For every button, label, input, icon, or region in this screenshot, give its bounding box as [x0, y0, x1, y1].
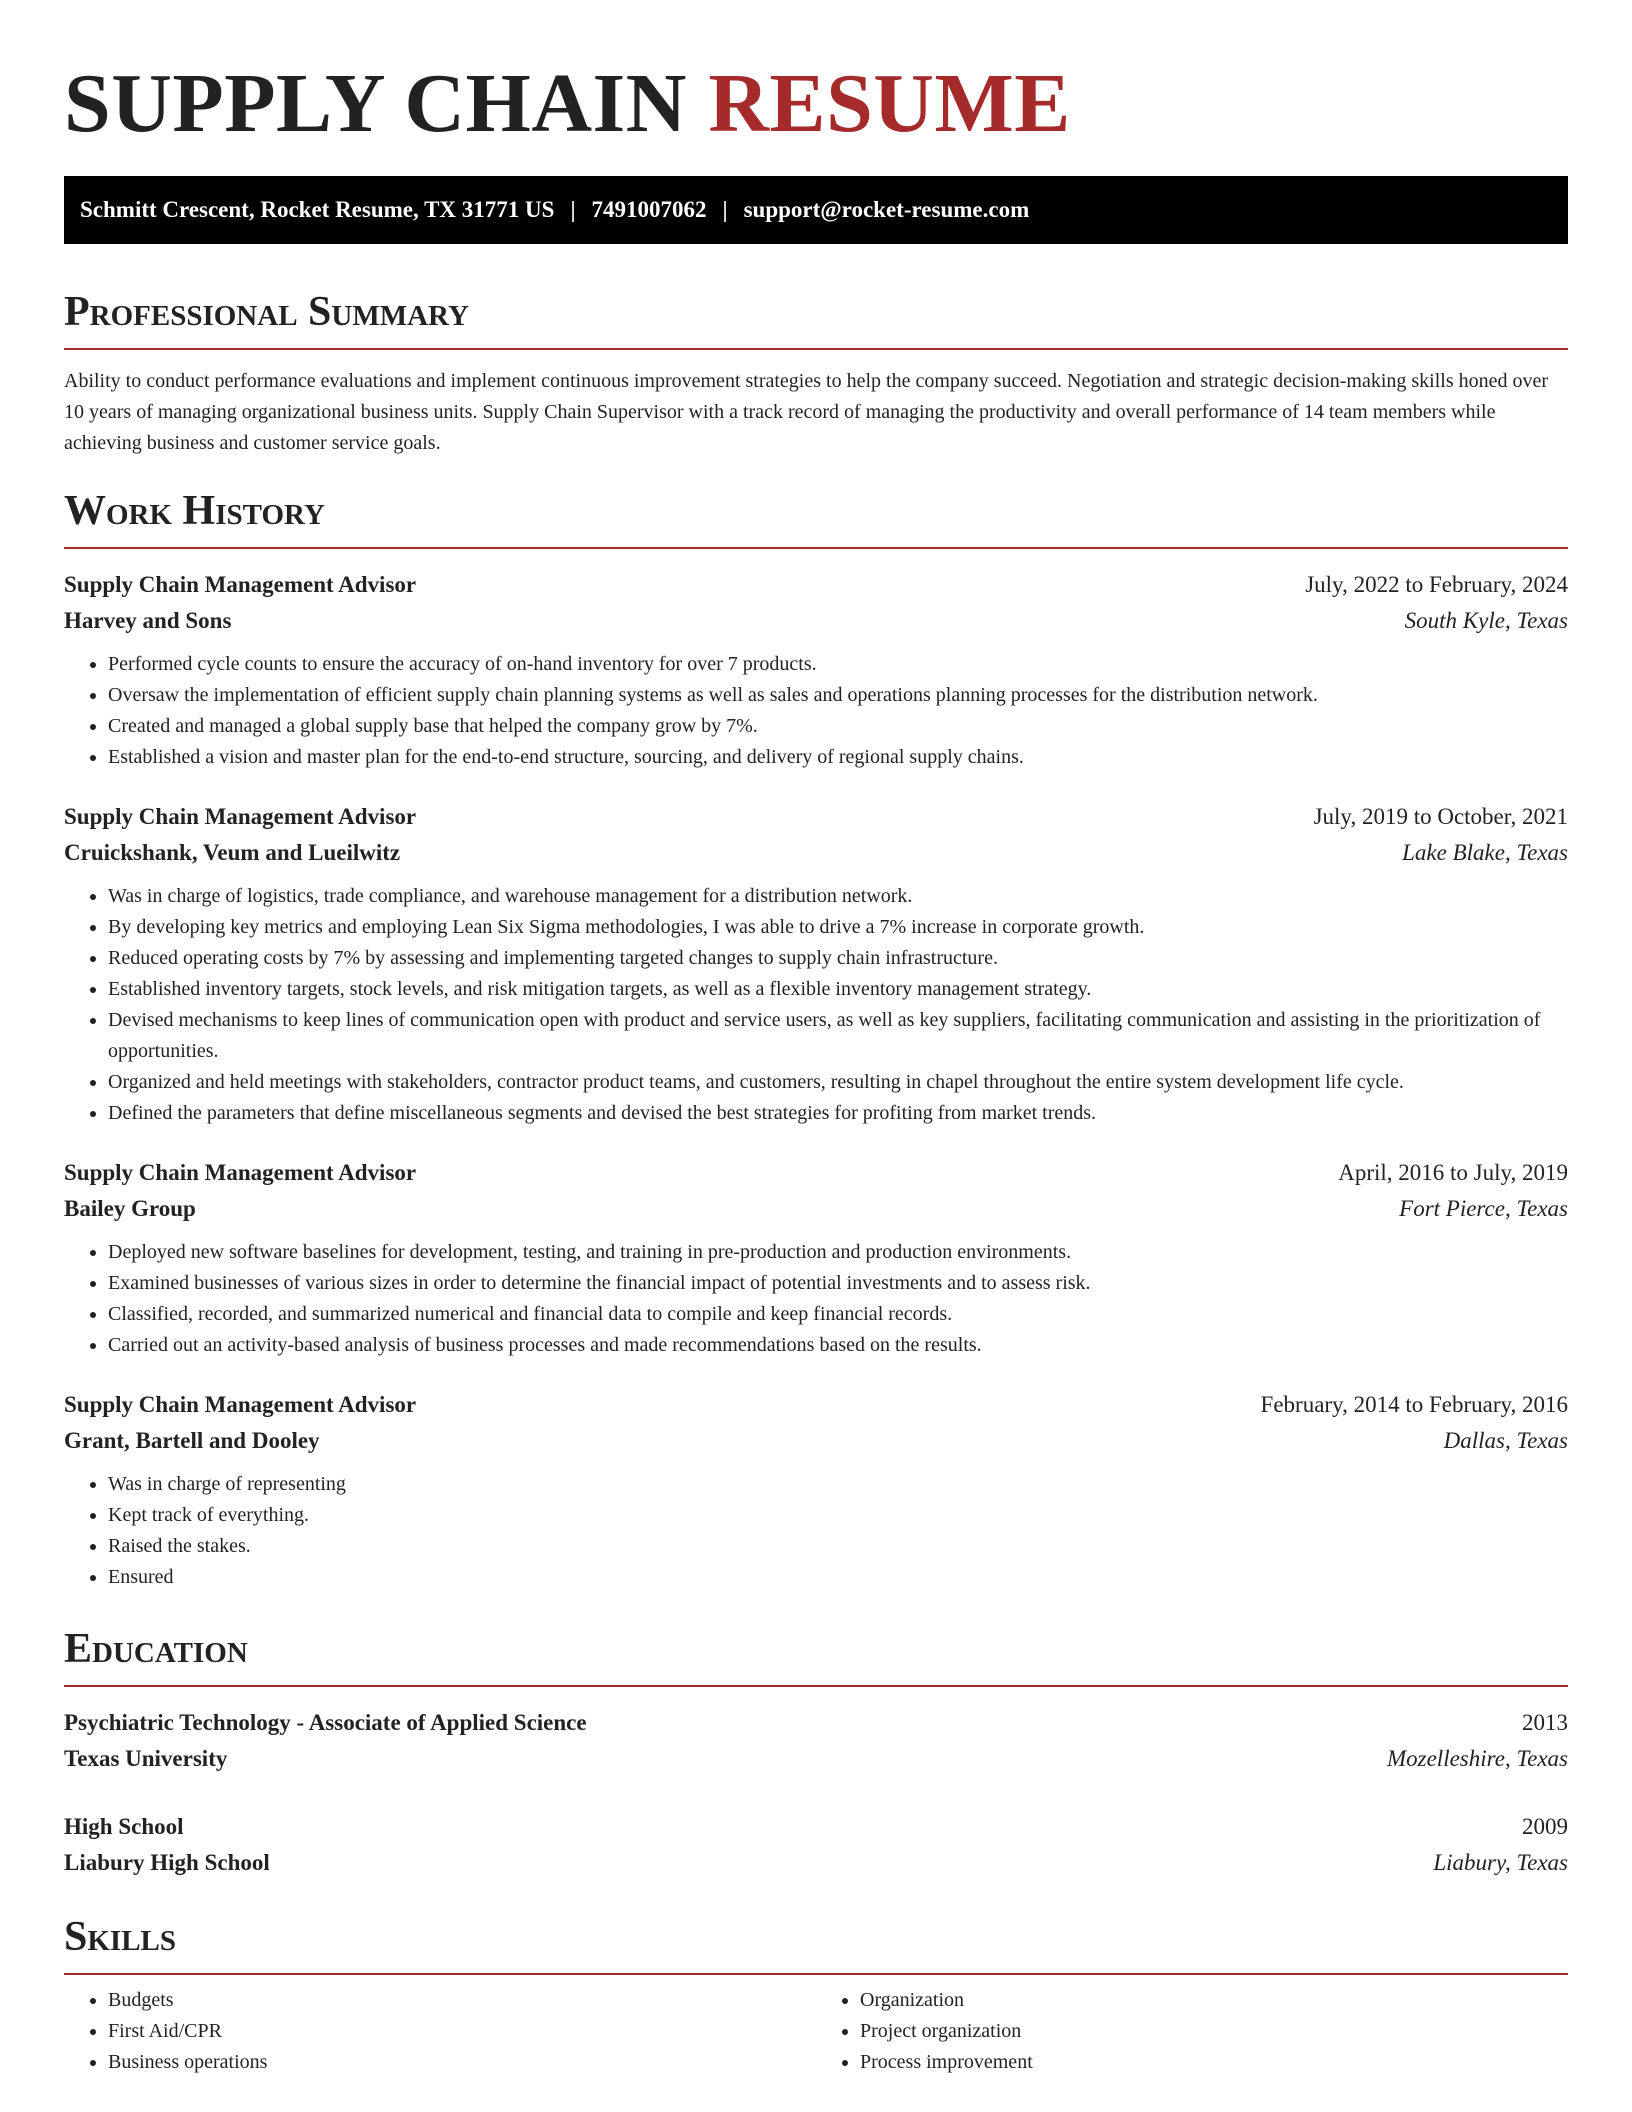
resume-title [64, 0, 1568, 152]
job-dates: February, 2014 to February, 2016 [1260, 1392, 1568, 1417]
job-dates: July, 2019 to October, 2021 [1313, 804, 1568, 829]
list-item: • Defined the parameters that define miscellaneous segments and devised the best strategies for profiting from market trends. [108, 1098, 1568, 1129]
contact-address: Schmitt Crescent, Rocket Resume, TX 31771 US [80, 197, 555, 222]
contact-separator: | [570, 197, 576, 222]
skills-columns [64, 1975, 1568, 2078]
education-entry [64, 1705, 1568, 1777]
education-school: Liabury High School [64, 1850, 270, 1875]
job-title: Supply Chain Management Advisor [64, 804, 417, 829]
list-item: • Budgets [108, 1985, 816, 2016]
job-entry [64, 567, 1568, 773]
skills-section [64, 1909, 1568, 2078]
job-bullets [64, 1469, 1568, 1593]
section-heading-education: Education [64, 1626, 248, 1672]
list-item: • Was in charge of representing [108, 1469, 1568, 1500]
job-dates: April, 2016 to July, 2019 [1338, 1160, 1568, 1185]
education-year: 2009 [1522, 1814, 1568, 1839]
job-entry [64, 1155, 1568, 1361]
job-location: Lake Blake, Texas [1402, 840, 1568, 865]
contact-phone[interactable]: 7491007062 [591, 197, 707, 222]
list-item: • Established a vision and master plan for the end-to-end structure, sourcing, and delivery of regional supply chains. [108, 742, 1568, 773]
list-item: • Process improvement [860, 2047, 1568, 2078]
job-company: Grant, Bartell and Dooley [64, 1428, 320, 1453]
education-location: Mozelleshire, Texas [1386, 1746, 1568, 1771]
list-item: • Deployed new software baselines for development, testing, and training in pre-production and production environments. [108, 1237, 1568, 1268]
job-location: South Kyle, Texas [1404, 608, 1568, 633]
contact-bar [64, 176, 1568, 244]
list-item: • Organization [860, 1985, 1568, 2016]
work-history-section [64, 483, 1568, 1593]
section-heading-skills: Skills [64, 1914, 177, 1960]
list-item: • Business operations [108, 2047, 816, 2078]
education-section [64, 1621, 1568, 1881]
contact-email[interactable]: support@rocket-resume.com [743, 197, 1030, 222]
section-heading-work: Work History [64, 488, 325, 534]
job-entry [64, 799, 1568, 1129]
title-accent: RESUME [708, 57, 1071, 150]
list-item: • Performed cycle counts to ensure the accuracy of on-hand inventory for over 7 products. [108, 649, 1568, 680]
list-item: • Was in charge of logistics, trade compliance, and warehouse management for a distribution network. [108, 881, 1568, 912]
job-location: Fort Pierce, Texas [1399, 1196, 1568, 1221]
section-heading-summary: Professional Summary [64, 289, 469, 335]
contact-separator: | [722, 197, 728, 222]
list-item: • First Aid/CPR [108, 2016, 816, 2047]
education-degree: High School [64, 1814, 184, 1839]
education-degree: Psychiatric Technology - Associate of Applied Science [64, 1710, 587, 1735]
job-location: Dallas, Texas [1443, 1428, 1568, 1453]
education-location: Liabury, Texas [1433, 1850, 1568, 1875]
job-dates: July, 2022 to February, 2024 [1305, 572, 1568, 597]
job-title: Supply Chain Management Advisor [64, 1160, 417, 1185]
list-item: • Established inventory targets, stock levels, and risk mitigation targets, as well as a flexible inventory management strategy. [108, 974, 1568, 1005]
education-entry [64, 1809, 1568, 1881]
job-company: Bailey Group [64, 1196, 196, 1221]
job-title: Supply Chain Management Advisor [64, 572, 417, 597]
skills-list-left [64, 1985, 816, 2078]
list-item: • Classified, recorded, and summarized numerical and financial data to compile and keep financial records. [108, 1299, 1568, 1330]
job-bullets [64, 881, 1568, 1129]
title-main: SUPPLY CHAIN [64, 57, 687, 150]
list-item: • Raised the stakes. [108, 1531, 1568, 1562]
job-bullets [64, 649, 1568, 773]
list-item: • Ensured [108, 1562, 1568, 1593]
list-item: • Reduced operating costs by 7% by assessing and implementing targeted changes to supply chain infrastructure. [108, 943, 1568, 974]
job-bullets [64, 1237, 1568, 1361]
job-company: Harvey and Sons [64, 608, 232, 633]
list-item: • Kept track of everything. [108, 1500, 1568, 1531]
list-item: • Carried out an activity-based analysis of business processes and made recommendations based on the results. [108, 1330, 1568, 1361]
education-year: 2013 [1522, 1710, 1568, 1735]
section-divider [64, 547, 1568, 549]
list-item: • Organized and held meetings with stakeholders, contractor product teams, and customers, resulting in chapel throughout the entire system development life cycle. [108, 1067, 1568, 1098]
section-divider [64, 1685, 1568, 1687]
job-company: Cruickshank, Veum and Lueilwitz [64, 840, 401, 865]
job-title: Supply Chain Management Advisor [64, 1392, 417, 1417]
list-item: • By developing key metrics and employing Lean Six Sigma methodologies, I was able to drive a 7% increase in corporate growth. [108, 912, 1568, 943]
list-item: • Project organization [860, 2016, 1568, 2047]
job-entry [64, 1387, 1568, 1593]
list-item: • Oversaw the implementation of efficient supply chain planning systems as well as sales and operations planning processes for the distribution network. [108, 680, 1568, 711]
list-item: • Devised mechanisms to keep lines of communication open with product and service users, as well as key suppliers, facilitating communication and assisting in the prioritization of opportunities. [108, 1005, 1568, 1067]
section-divider [64, 348, 1568, 350]
skills-list-right [816, 1985, 1568, 2078]
list-item: • Examined businesses of various sizes in order to determine the financial impact of potential investments and to assess risk. [108, 1268, 1568, 1299]
education-school: Texas University [64, 1746, 228, 1771]
summary-section [64, 284, 1568, 459]
list-item: • Created and managed a global supply base that helped the company grow by 7%. [108, 711, 1568, 742]
summary-text: Ability to conduct performance evaluations and implement continuous improvement strategies to help the company succeed. Negotiation and strategic decision-making skills honed over 10 years of managing organizational business units. Supply Chain Supervisor with a track record of managing the productivity and overall performance of 14 team members while achieving business and customer service goals. [64, 370, 1549, 454]
